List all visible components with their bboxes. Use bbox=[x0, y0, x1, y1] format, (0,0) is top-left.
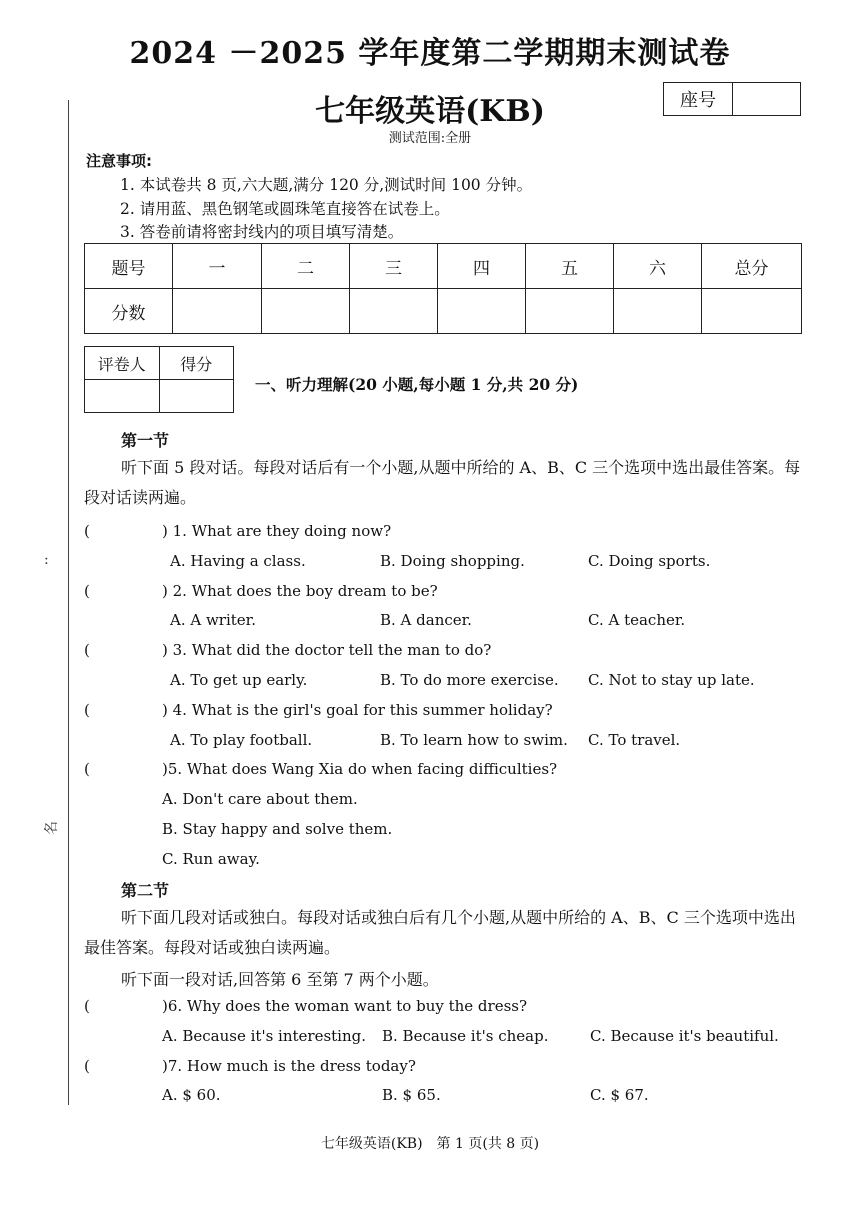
binding-mark-name: 名 bbox=[44, 821, 60, 835]
score-cell[interactable] bbox=[702, 289, 802, 334]
score-header-cell: 四 bbox=[438, 244, 526, 289]
answer-paren[interactable]: ( bbox=[84, 582, 90, 600]
part-heading: 第二节 bbox=[121, 881, 170, 900]
option-b: B. Stay happy and solve them. bbox=[162, 820, 393, 838]
answer-paren[interactable]: ( bbox=[84, 760, 90, 778]
score-cell[interactable] bbox=[438, 289, 526, 334]
option-b: B. Doing shopping. bbox=[380, 552, 525, 570]
page-footer: 七年级英语(KB) 第 1 页(共 8 页) bbox=[320, 1136, 540, 1152]
option-b: B. To do more exercise. bbox=[380, 671, 559, 689]
option-c: C. A teacher. bbox=[588, 611, 686, 629]
score-header-cell: 五 bbox=[526, 244, 614, 289]
question-stem: )5. What does Wang Xia do when facing difficulties? bbox=[162, 760, 558, 778]
option-a: A. To play football. bbox=[170, 731, 313, 749]
notes-heading: 注意事项: bbox=[86, 152, 152, 170]
grader-score-cell[interactable] bbox=[159, 380, 234, 413]
option-a: A. A writer. bbox=[170, 611, 256, 629]
option-c: C. To travel. bbox=[588, 731, 681, 749]
option-b: B. To learn how to swim. bbox=[380, 731, 568, 749]
score-table-header-row bbox=[85, 244, 802, 289]
note-item: 1. 本试卷共 8 页,六大题,满分 120 分,测试时间 100 分钟。 bbox=[120, 176, 533, 194]
exam-title: 2024 －2025 学年度第二学期期末测试卷 bbox=[129, 36, 731, 71]
score-table-value-row bbox=[85, 289, 802, 334]
score-cell[interactable] bbox=[526, 289, 614, 334]
score-header-cell: 一 bbox=[173, 244, 262, 289]
binding-mark: : bbox=[44, 552, 49, 568]
test-scope: 测试范围:全册 bbox=[388, 131, 472, 146]
option-a: A. $ 60. bbox=[162, 1086, 221, 1104]
option-c: C. Doing sports. bbox=[588, 552, 711, 570]
score-header-cell: 二 bbox=[262, 244, 350, 289]
note-item: 3. 答卷前请将密封线内的项目填写清楚。 bbox=[120, 223, 404, 241]
seat-number-box bbox=[663, 82, 801, 116]
option-a: A. To get up early. bbox=[170, 671, 308, 689]
option-c: C. $ 67. bbox=[590, 1086, 649, 1104]
exam-subtitle: 七年级英语(KB) bbox=[315, 94, 545, 129]
seat-value-field[interactable] bbox=[733, 83, 800, 115]
score-header-cell: 六 bbox=[614, 244, 702, 289]
grader-score-label: 得分 bbox=[159, 347, 234, 380]
option-a: A. Don't care about them. bbox=[162, 790, 358, 808]
question-stem: ) 2. What does the boy dream to be? bbox=[162, 582, 438, 600]
question-stem: ) 4. What is the girl's goal for this summer holiday? bbox=[162, 701, 553, 719]
question-stem: ) 3. What did the doctor tell the man to do? bbox=[162, 641, 492, 659]
option-c: C. Run away. bbox=[162, 850, 260, 868]
question-1 bbox=[84, 522, 391, 540]
sub-instruction: 听下面一段对话,回答第 6 至第 7 两个小题。 bbox=[121, 970, 439, 989]
score-header-cell: 总分 bbox=[702, 244, 802, 289]
question-2 bbox=[84, 582, 438, 600]
question-6 bbox=[84, 997, 527, 1015]
question-stem: )6. Why does the woman want to buy the dress? bbox=[162, 997, 528, 1015]
section-title: 一、听力理解(20 小题,每小题 1 分,共 20 分) bbox=[255, 375, 579, 394]
grader-table bbox=[84, 346, 234, 413]
option-a: A. Having a class. bbox=[170, 552, 306, 570]
answer-paren[interactable]: ( bbox=[84, 997, 90, 1015]
score-header-cell: 题号 bbox=[85, 244, 173, 289]
grader-name-cell[interactable] bbox=[85, 380, 160, 413]
note-item: 2. 请用蓝、黑色钢笔或圆珠笔直接答在试卷上。 bbox=[120, 200, 450, 218]
score-header-cell: 三 bbox=[350, 244, 438, 289]
option-c: C. Not to stay up late. bbox=[588, 671, 755, 689]
part-instruction: 听下面 5 段对话。每段对话后有一个小题,从题中所给的 A、B、C 三个选项中选出最佳答案。每段对话读两遍。 bbox=[84, 458, 801, 507]
question-stem: )7. How much is the dress today? bbox=[162, 1057, 416, 1075]
option-b: B. Because it's cheap. bbox=[382, 1027, 549, 1045]
binding-line bbox=[68, 100, 69, 1105]
question-4 bbox=[84, 701, 553, 719]
grader-label: 评卷人 bbox=[85, 347, 160, 380]
seat-label: 座号 bbox=[664, 83, 733, 115]
score-cell[interactable] bbox=[173, 289, 262, 334]
score-table bbox=[84, 243, 802, 334]
question-3 bbox=[84, 641, 491, 659]
option-a: A. Because it's interesting. bbox=[162, 1027, 366, 1045]
question-7 bbox=[84, 1057, 416, 1075]
option-b: B. $ 65. bbox=[382, 1086, 441, 1104]
score-cell[interactable] bbox=[350, 289, 438, 334]
score-row-label: 分数 bbox=[85, 289, 173, 334]
option-b: B. A dancer. bbox=[380, 611, 472, 629]
part-heading: 第一节 bbox=[121, 431, 170, 450]
option-c: C. Because it's beautiful. bbox=[590, 1027, 779, 1045]
answer-paren[interactable]: ( bbox=[84, 522, 90, 540]
part-instruction: 听下面几段对话或独白。每段对话或独白后有几个小题,从题中所给的 A、B、C 三个选项中选出最佳答案。每段对话或独白读两遍。 bbox=[84, 908, 796, 957]
score-cell[interactable] bbox=[262, 289, 350, 334]
question-stem: ) 1. What are they doing now? bbox=[162, 522, 392, 540]
question-5 bbox=[84, 760, 557, 778]
answer-paren[interactable]: ( bbox=[84, 701, 90, 719]
answer-paren[interactable]: ( bbox=[84, 1057, 90, 1075]
answer-paren[interactable]: ( bbox=[84, 641, 90, 659]
score-cell[interactable] bbox=[614, 289, 702, 334]
